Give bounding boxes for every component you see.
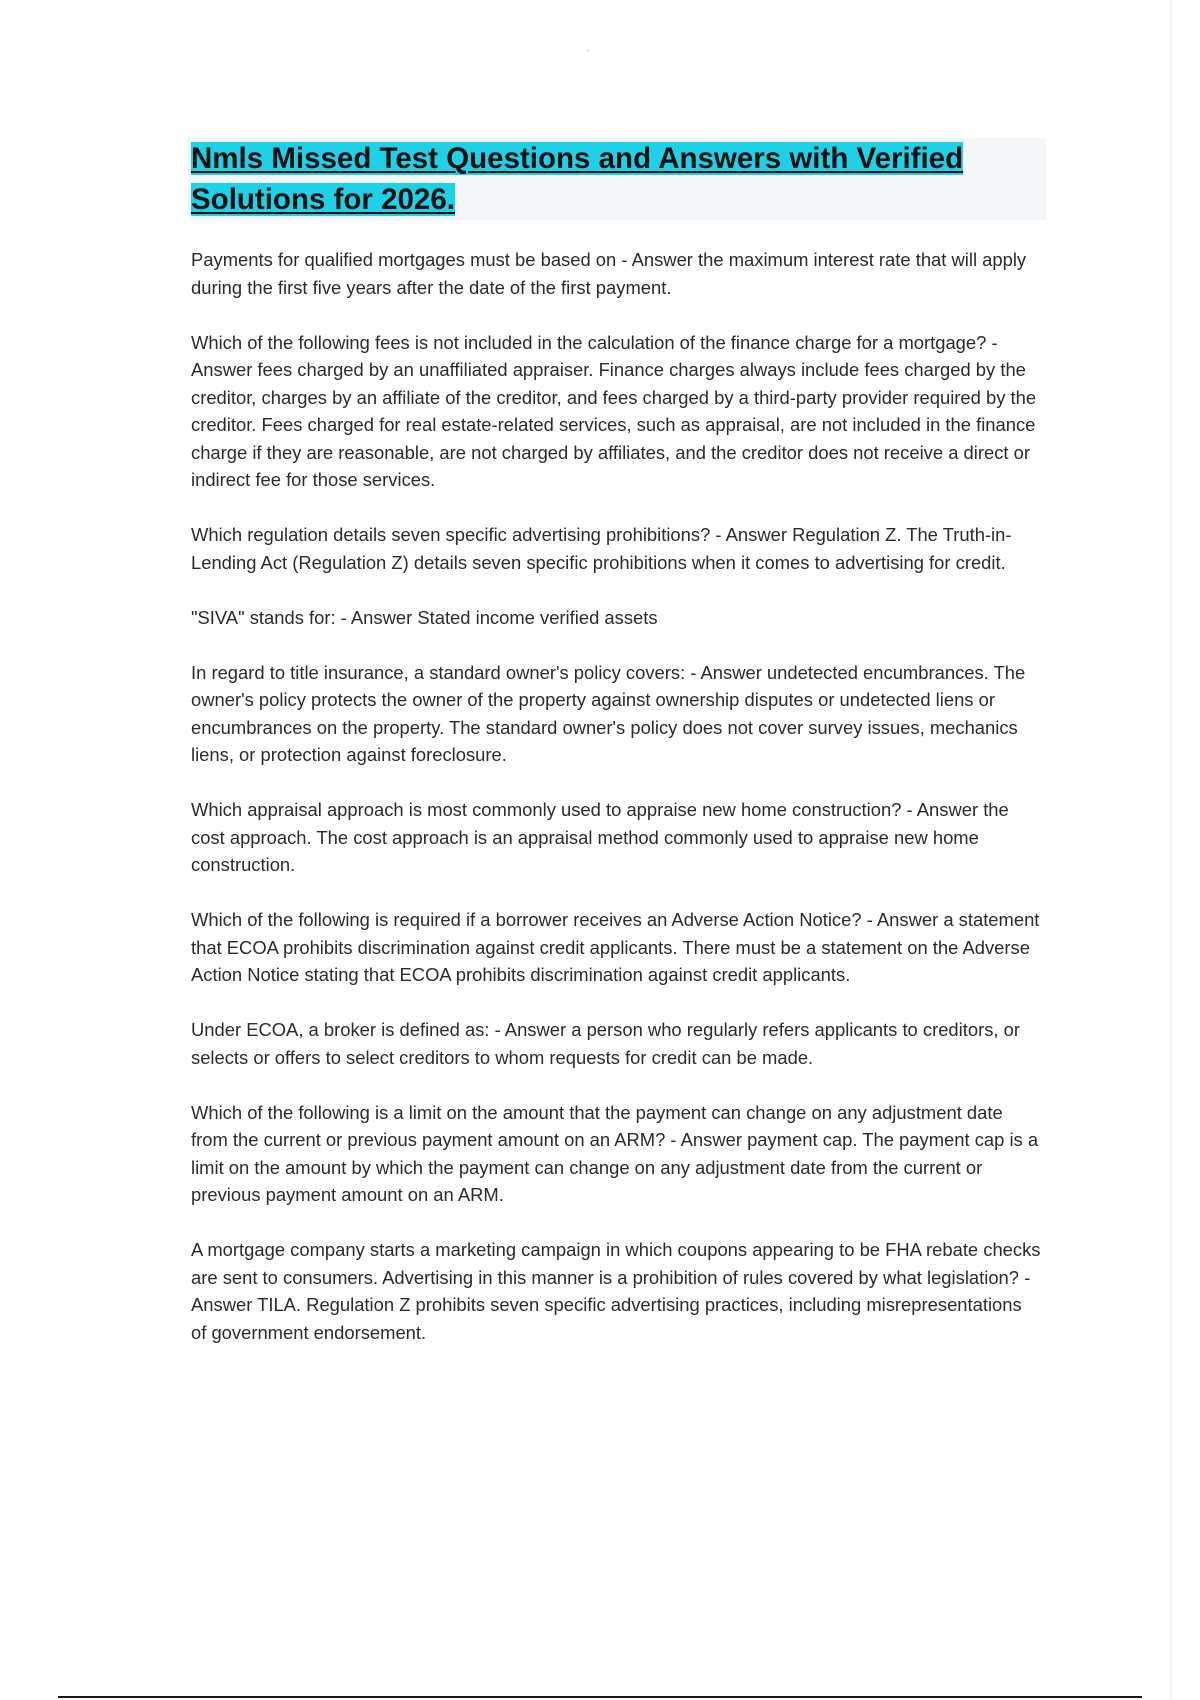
qa-item-7: Which of the following is required if a borrower receives an Adverse Action Notice? - Answer a statement that ECOA prohibits discrimination against credit applicants. There must be a statement on the Adverse Action Notice stating that ECOA prohibits discrimination against credit applicants. <box>191 909 1040 985</box>
page-edge-shadow <box>1170 0 1172 1700</box>
qa-item-10: A mortgage company starts a marketing campaign in which coupons appearing to be FHA rebate checks are sent to consumers. Advertising in this manner is a prohibition of rules covered by what legislation? - Answer TILA. Regulation Z prohibits seven specific advertising practices, including misrepresentations of government endorsement. <box>191 1239 1041 1343</box>
qa-item-6: Which appraisal approach is most commonly used to appraise new home construction? - Answer the cost approach. The cost approach is an appraisal method commonly used to appraise new home construction. <box>191 799 1009 875</box>
qa-list <box>191 246 1041 1374</box>
qa-item-1: Payments for qualified mortgages must be based on - Answer the maximum interest rate that will apply during the first five years after the date of the first payment. <box>191 249 1027 298</box>
qa-item-3: Which regulation details seven specific advertising prohibitions? - Answer Regulation Z. The Truth-in-Lending Act (Regulation Z) details seven specific prohibitions when it comes to advertising for credit. <box>191 524 1012 573</box>
footer-rule <box>58 1696 1142 1698</box>
qa-item-8: Under ECOA, a broker is defined as: - Answer a person who regularly refers applicants to creditors, or selects or offers to select creditors to whom requests for credit can be made. <box>191 1019 1020 1068</box>
qa-item-4: "SIVA" stands for: - Answer Stated income verified assets <box>191 606 658 628</box>
header-mark <box>587 50 589 51</box>
document-title-text: Nmls Missed Test Questions and Answers with Verified Solutions for 2026. <box>191 142 964 216</box>
qa-item-5: In regard to title insurance, a standard owner's policy covers: - Answer undetected encumbrances. The owner's policy protects the owner of the property against ownership disputes or undetected liens or encumbrances on the property. The standard owner's policy does not cover survey issues, mechanics liens, or protection against foreclosure. <box>191 661 1026 765</box>
document-title <box>191 138 1011 220</box>
qa-item-2: Which of the following fees is not included in the calculation of the finance charge for a mortgage? - Answer fees charged by an unaffiliated appraiser. Finance charges always include fees charged by the creditor, charges by an affiliate of the creditor, and fees charged by a third-party provider required by the creditor. Fees charged for real estate-related services, such as appraisal, are not included in the finance charge if they are reasonable, are not charged by affiliates, and the creditor does not receive a direct or indirect fee for those services. <box>191 331 1037 490</box>
qa-item-9: Which of the following is a limit on the amount that the payment can change on any adjustment date from the current or previous payment amount on an ARM? - Answer payment cap. The payment cap is a limit on the amount by which the payment can change on any adjustment date from the current or previous payment amount on an ARM. <box>191 1101 1039 1205</box>
